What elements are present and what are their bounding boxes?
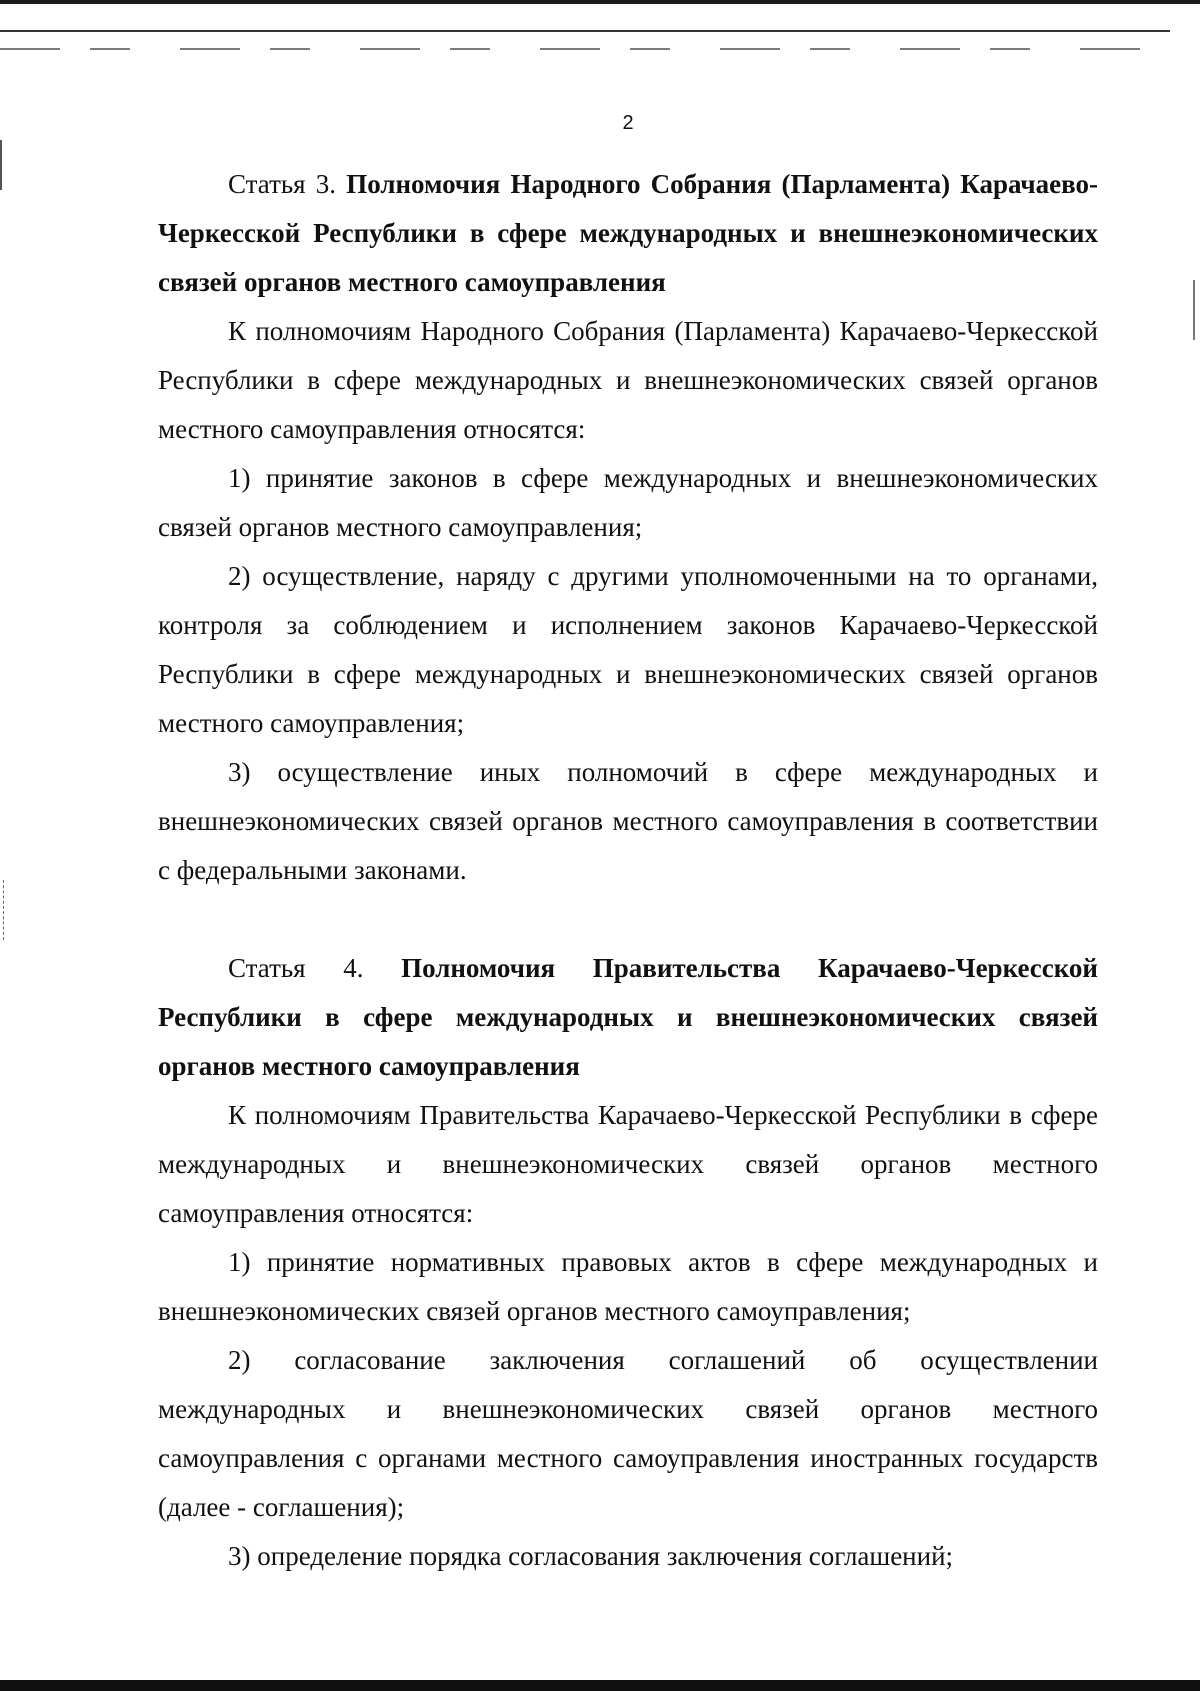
scan-artifact-left-edge xyxy=(0,140,2,190)
article-4-item-1: 1) принятие нормативных правовых актов в сфере международных и внешнеэкономических связей органов местного самоуправления; xyxy=(158,1247,1098,1326)
article-3-label: Статья 3. xyxy=(228,169,347,199)
article-4-heading xyxy=(158,944,1098,1091)
article-3-heading xyxy=(158,160,1098,307)
article-3-title: Полномочия Народного Собрания (Парламента) Карачаево-Черкесской Республики в сфере международных и внешнеэкономических связей органов местного самоуправления xyxy=(158,169,1098,297)
article-4-item-3: 3) определение порядка согласования заключения соглашений; xyxy=(228,1541,954,1571)
article-4-label: Статья 4. xyxy=(228,953,402,983)
article-3-item-1: 1) принятие законов в сфере международных и внешнеэкономических связей органов местного самоуправления; xyxy=(158,463,1098,542)
scan-artifact-dotted xyxy=(3,880,5,940)
scan-artifact-right-edge xyxy=(1193,280,1195,340)
article-3-item-2: 2) осуществление, наряду с другими уполномоченными на то органами, контроля за соблюдением и исполнением законов Карачаево-Черкесской Республики в сфере международных и внешнеэкономических связей органов местного самоуправления; xyxy=(158,561,1098,738)
document-body xyxy=(158,160,1098,1581)
scan-artifact-top xyxy=(0,0,1200,4)
section-gap xyxy=(158,895,1098,944)
article-4-title: Полномочия Правительства Карачаево-Черкесской Республики в сфере международных и внешнеэкономических связей органов местного самоуправления xyxy=(158,953,1098,1081)
article-3-item-3: 3) осуществление иных полномочий в сфере международных и внешнеэкономических связей органов местного самоуправления в соответствии с федеральными законами. xyxy=(158,757,1098,885)
scan-artifact-bottom xyxy=(0,1680,1200,1691)
scan-artifact-dashes xyxy=(0,48,1150,50)
scan-artifact-line xyxy=(0,30,1170,32)
article-4-intro: К полномочиям Правительства Карачаево-Черкесской Республики в сфере международных и внешнеэкономических связей органов местного самоуправления относятся: xyxy=(158,1100,1098,1228)
article-4-item-2: 2) согласование заключения соглашений об осуществлении международных и внешнеэкономических связей органов местного самоуправления с органами местного самоуправления иностранных государств (далее - соглашения); xyxy=(158,1345,1098,1522)
page-number: 2 xyxy=(622,112,634,134)
article-3-intro: К полномочиям Народного Собрания (Парламента) Карачаево-Черкесской Республики в сфере международных и внешнеэкономических связей органов местного самоуправления относятся: xyxy=(158,316,1098,444)
